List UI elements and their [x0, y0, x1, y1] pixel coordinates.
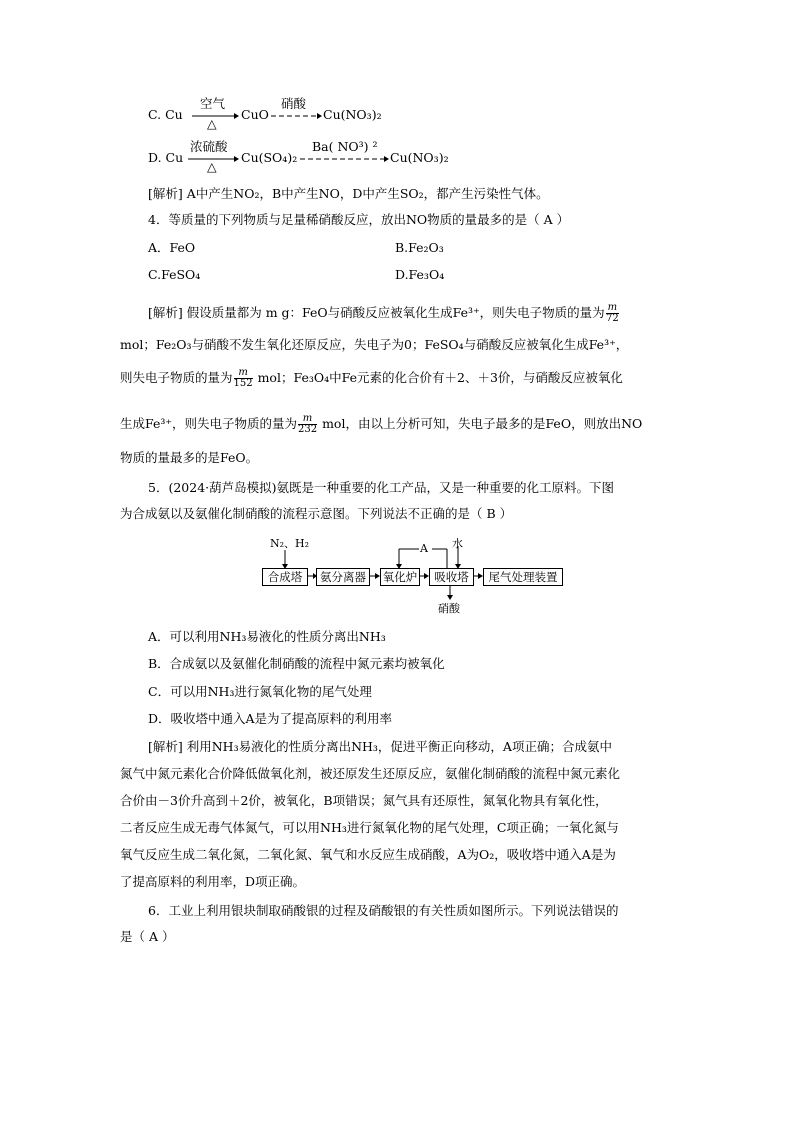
q5-option-a: A．可以利用NH₃易液化的性质分离出NH₃	[148, 629, 386, 644]
q4-stem: 4．等质量的下列物质与足量稀硝酸反应，放出NO物质的量最多的是（ A ）	[148, 212, 570, 227]
q3-analysis: [解析] A中产生NO₂，B中产生NO，D中产生SO₂，都产生污染性气体。	[148, 186, 549, 201]
q4-analysis-line1	[148, 303, 620, 324]
q5-analysis-line6: 了提高原料的利用率，D项正确。	[120, 874, 306, 889]
q6-stem-line2: 是（ A ）	[120, 929, 175, 944]
fraction-m-72: $\frac{m}{72}$	[606, 302, 619, 324]
q4-analysis-line3: 则失电子物质的量为 $\frac{m}{152}$ mol；Fe₃O₄中Fe元素的化合价有＋2、＋3价，与硝酸反应被氧化	[120, 367, 623, 389]
q5-analysis-line5: 氧气反应生成二氧化氮，二氧化氮、氧气和水反应生成硝酸，A为O₂，吸收塔中通入A是为	[120, 847, 616, 862]
flow-water-label: 水	[452, 537, 463, 550]
flow-box-absorption-tower: 吸收塔	[429, 568, 474, 586]
q4-option-b: B.Fe₂O₃	[395, 240, 444, 255]
q4-analysis-line2: mol；Fe₂O₃与硝酸不发生氧化还原反应，失电子为0；FeSO₄与硝酸反应被氧化生成Fe³⁺，	[120, 337, 629, 352]
option-c-end: Cu(NO₃)₂	[323, 107, 382, 122]
option-d-arrow1-bottom: △	[207, 159, 217, 174]
flow-box-oxidation-furnace: 氧化炉	[380, 568, 420, 586]
flow-output-label: 硝酸	[438, 602, 460, 615]
flow-loop-label: A	[420, 542, 428, 555]
q4-analysis-line4: 生成Fe³⁺，则失电子物质的量为 $\frac{m}{232}$ mol，由以上分析可知，失电子最多的是FeO，则放出NO	[120, 413, 643, 435]
fraction-m-152: $\frac{m}{152}$	[233, 367, 253, 389]
option-d-mid: Cu(SO₄)₂	[241, 150, 298, 165]
q5-stem-line1: 5．(2024·葫芦岛模拟)氨既是一种重要的化工产品，又是一种重要的化工原料。下图	[148, 480, 614, 495]
flow-box-synthesis-tower: 合成塔	[262, 568, 308, 586]
q5-analysis-line1: [解析] 利用NH₃易液化的性质分离出NH₃，促进平衡正向移动，A项正确；合成氨中	[148, 739, 612, 754]
q4-analysis-text1: [解析] 假设质量都为 m g：FeO与硝酸反应被氧化生成Fe³⁺，则失电子物质的量为	[148, 305, 605, 320]
q4-option-d: D.Fe₃O₄	[395, 267, 445, 282]
q5-analysis-line4: 二者反应生成无毒气体氮气，可以用NH₃进行氮氧化物的尾气处理，C项正确；一氧化氮与	[120, 820, 619, 835]
option-c-arrow2	[271, 112, 323, 120]
q5-option-c: C．可以用NH₃进行氮氧化物的尾气处理	[148, 684, 372, 699]
fraction-m-232: $\frac{m}{232}$	[298, 413, 318, 435]
q4-option-a: A．FeO	[148, 240, 196, 255]
option-c-arrow2-top: 硝酸	[281, 96, 307, 111]
option-c-arrow1-top: 空气	[200, 96, 226, 111]
q4-option-c: C.FeSO₄	[148, 267, 201, 282]
q5-stem-line2: 为合成氨以及氨催化制硝酸的流程示意图。下列说法不正确的是（ B ）	[120, 506, 513, 521]
flow-box-ammonia-separator: 氨分离器	[316, 568, 370, 586]
option-d-arrow2	[300, 155, 390, 163]
option-d-arrow2-top: Ba( NO³) ²	[312, 139, 378, 154]
option-c-arrow1-bottom: △	[207, 116, 217, 131]
flow-box-tail-gas-treatment: 尾气处理装置	[483, 568, 563, 586]
q4-analysis-line5: 物质的量最多的是FeO。	[120, 450, 259, 465]
q6-stem-line1: 6．工业上利用银块制取硝酸银的过程及硝酸银的有关性质如图所示。下列说法错误的	[148, 903, 619, 918]
q5-analysis-line2: 氮气中氮元素化合价降低做氧化剂，被还原发生还原反应，氨催化制硝酸的流程中氮元素化	[120, 766, 621, 781]
option-d-end: Cu(NO₃)₂	[390, 150, 449, 165]
q5-option-d: D．吸收塔中通入A是为了提高原料的利用率	[148, 711, 393, 726]
option-c-prefix: C. Cu	[148, 107, 183, 122]
q5-option-b: B．合成氨以及氨催化制硝酸的流程中氮元素均被氧化	[148, 656, 445, 671]
option-d-arrow1-top: 浓硫酸	[190, 139, 228, 154]
option-d-prefix: D. Cu	[148, 150, 184, 165]
q5-analysis-line3: 合价由－3价升高到＋2价，被氧化，B项错误；氮气具有还原性，氮氧化物具有氧化性，	[120, 793, 608, 808]
option-c-mid: CuO	[241, 107, 269, 122]
flow-input-label: N₂、H₂	[270, 537, 310, 550]
